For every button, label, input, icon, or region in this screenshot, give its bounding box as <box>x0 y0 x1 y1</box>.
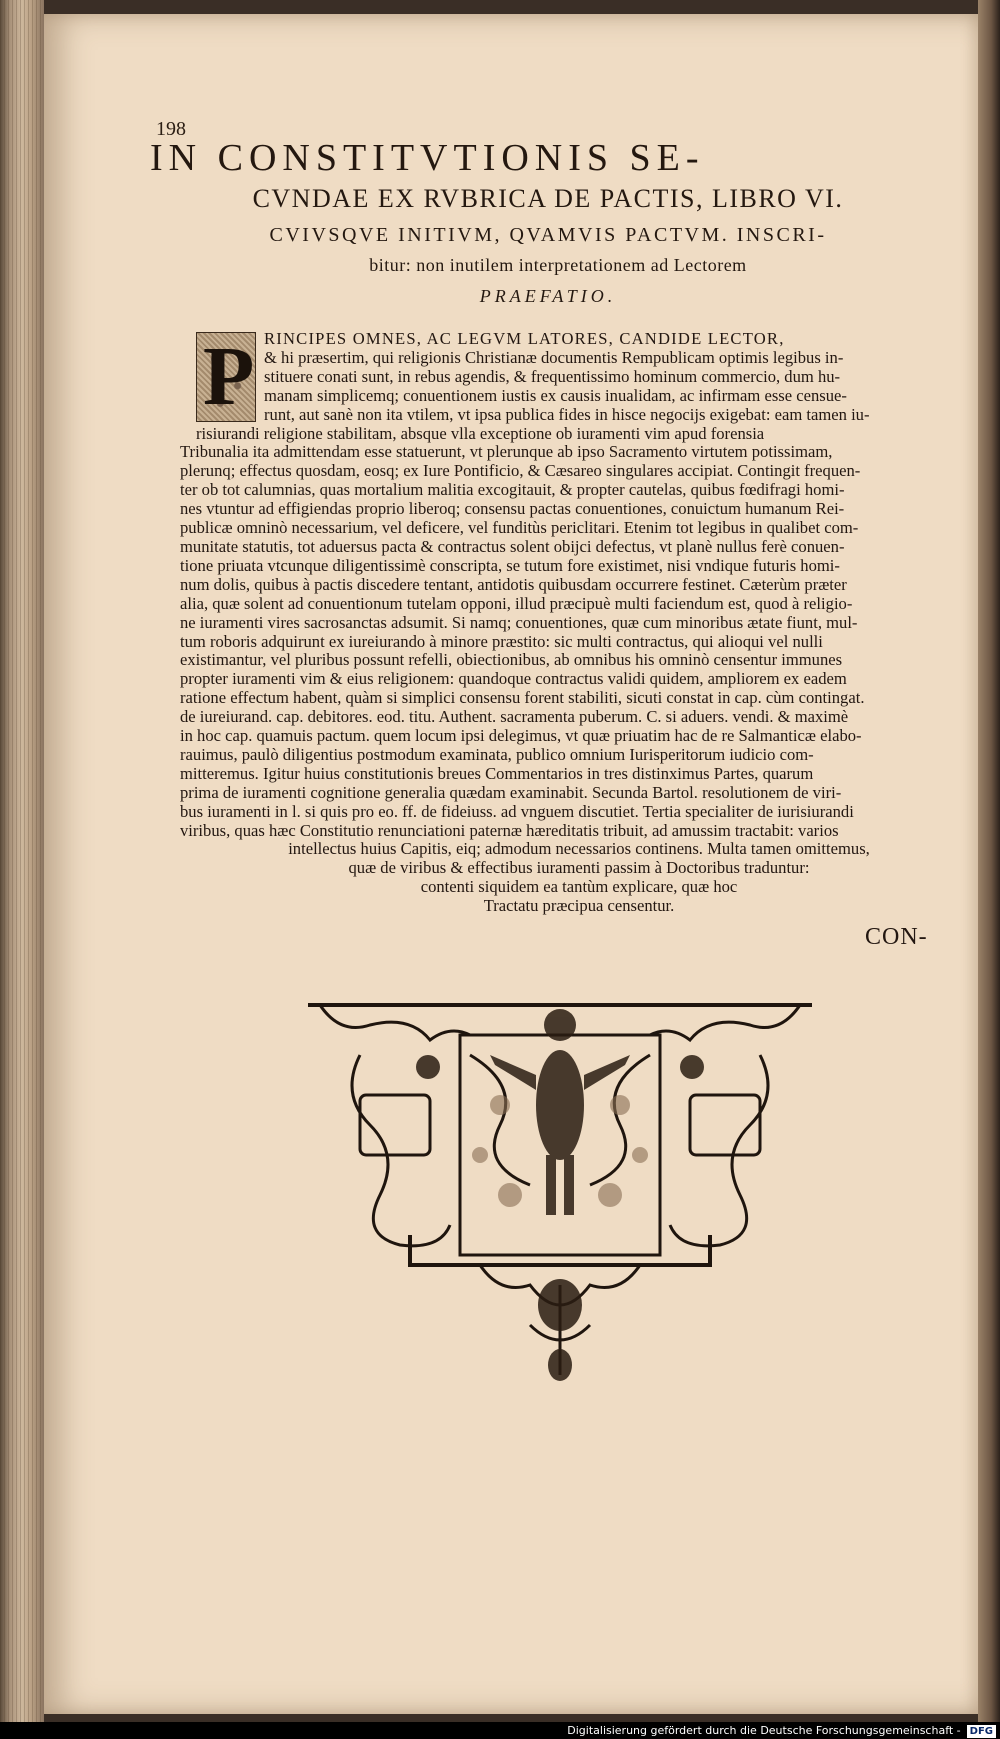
title-line-2: CVNDAE EX RVBRICA DE PACTIS, LIBRO VI. <box>252 184 844 213</box>
body-line: & hi præsertim, qui religionis Christianæ documentis Rempublicam optimis legibus in- <box>264 347 844 367</box>
body-line: risiurandi religione stabilitam, absque vlla exceptione ob iuramenti vim apud forensia <box>196 423 765 443</box>
body-line: contenti siquidem ea tantùm explicare, quæ hoc <box>420 877 738 897</box>
body-line: mitteremus. Igitur huius constitutionis breues Commentarios in tres distinximus Partes, quarum <box>180 763 814 783</box>
title-line-1: IN CONSTITVTIONIS SE- <box>150 137 705 179</box>
body-line: ter ob tot calumnias, quas mortalium malitia excogitauit, & propter cautelas, quibus fœdifragi homi- <box>180 480 845 500</box>
page-number: 198 <box>156 118 186 140</box>
body-line: stituere conati sunt, in rebus agendis, & frequentissimo hominum commercio, dum hu- <box>264 366 841 386</box>
body-line: in hoc cap. quamuis pactum. quem locum ipsi delegimus, vt quæ priuatim hac de re Salmanticæ elabo- <box>180 726 862 746</box>
title-line-3: CVIVSQVE INITIVM, QVAMVIS PACTVM. INSCRI- <box>269 224 827 246</box>
title-line-4: bitur: non inutilem interpretationem ad Lectorem <box>369 255 747 275</box>
body-line: existimantur, vel pluribus possunt refelli, obiectionibus, ab omnibus his omninò censentur immunes <box>180 650 843 670</box>
book-page-edges-right <box>978 0 1000 1739</box>
body-line: propter iuramenti vim & eius religionem: quandoque contractus validi quidem, ampliorem ex eadem <box>180 669 847 689</box>
body-line: prima de iuramenti cognitione generalia quædam examinabit. Secunda Bartol. resolutionem de viri- <box>180 782 842 802</box>
preface-body <box>180 329 922 916</box>
footer-text: Digitalisierung gefördert durch die Deutsche Forschungsgemeinschaft - <box>567 1724 961 1737</box>
body-line: nes vtuntur ad effigiendas proprio liberoq; consensu pactas conuentiones, conuictum humanum Rei- <box>180 499 845 519</box>
body-line: de iureiurand. cap. debitores. eod. titu. Authent. sacramenta puberum. C. si aduers. vendi. & maximè <box>180 707 849 727</box>
dfg-logo: DFG <box>967 1725 996 1738</box>
body-line: manam simplicemq; conuentionem iustis ex causis inualidam, ac infirmam esse censue- <box>264 385 847 405</box>
body-line: tum roboris adquirunt ex iureiurando à minore præstito: sic multi contractus, qui alioqui vel nulli <box>180 631 823 651</box>
body-line: ratione effectum habent, quàm si simplici consensu forent stabiliti, sicuti constat in cap. cùm contingat. <box>180 688 865 708</box>
footer-bar <box>0 1722 1000 1739</box>
body-line: quæ de viribus & effectibus iuramenti passim à Doctoribus traduntur: <box>348 858 810 878</box>
catchword: CON- <box>865 924 928 950</box>
body-line: num dolis, quibus à pactis discedere tentant, antidotis quibusdam occurrere festinet. Cæterùm præter <box>180 574 847 594</box>
body-line: bus iuramenti in l. si quis pro eo. ff. de fideiuss. ad vnguem discutiet. Tertia specialiter de iurisiurandi <box>180 801 854 821</box>
decorated-initial <box>196 332 256 422</box>
book-page-edges-left <box>0 0 44 1739</box>
title-block <box>150 136 946 307</box>
body-line: Tractatu præcipua censentur. <box>483 896 675 916</box>
body-line: ne iuramenti vires sacrosanctas adsumit. Si namq; conuentiones, quæ cum minoribus ætate fiunt, mul- <box>180 612 858 632</box>
body-line: alia, quæ solent ad conuentionum tutelam opponi, illud præcipuè multi faciendum est, quod à religio- <box>180 593 853 613</box>
body-line: RINCIPES OMNES, AC LEGVM LATORES, CANDIDE LECTOR, <box>264 329 785 348</box>
body-line: viribus, quas hæc Constitutio renunciationi paternæ hæreditatis tribuit, ad amussim tractabit: varios <box>180 820 839 840</box>
preface-heading: PRAEFATIO. <box>479 286 617 306</box>
cherub-ornament-icon <box>300 995 820 1395</box>
body-line: intellectus huius Capitis, eiq; admodum necessarios continens. Multa tamen omittemus, <box>288 839 870 859</box>
body-line: Tribunalia ita admittendam esse statuerunt, vt plerunque ab ipso Sacramento virtutem potissimam, <box>180 442 833 462</box>
body-line: plerunq; effectus quosdam, eosq; ex Iure Pontificio, & Cæsareo singulares accipiat. Contingit frequen- <box>180 461 861 481</box>
body-line: rauimus, paulò diligentius postmodum examinata, publico omnium Iurisperitorum iudicio com- <box>180 744 814 764</box>
drop-cap-letter: P <box>203 330 255 423</box>
body-line: publicæ omninò necessarium, vel deficere, vel funditùs periclitari. Etenim tot legibus in qualibet com- <box>180 518 859 538</box>
body-line: tione priuata vtcunque diligentissimè conscripta, se tutum fore existimet, nisi vndique futuris homi- <box>180 555 840 575</box>
body-line: munitate statutis, tot aduersus pacta & contractus solent obijci defectus, vt planè nullus ferè conuen- <box>180 536 845 556</box>
body-line: runt, aut sanè non ita vtilem, vt ipsa publica fides in hisce negocijs exigebat: eam tamen iu- <box>264 404 870 424</box>
